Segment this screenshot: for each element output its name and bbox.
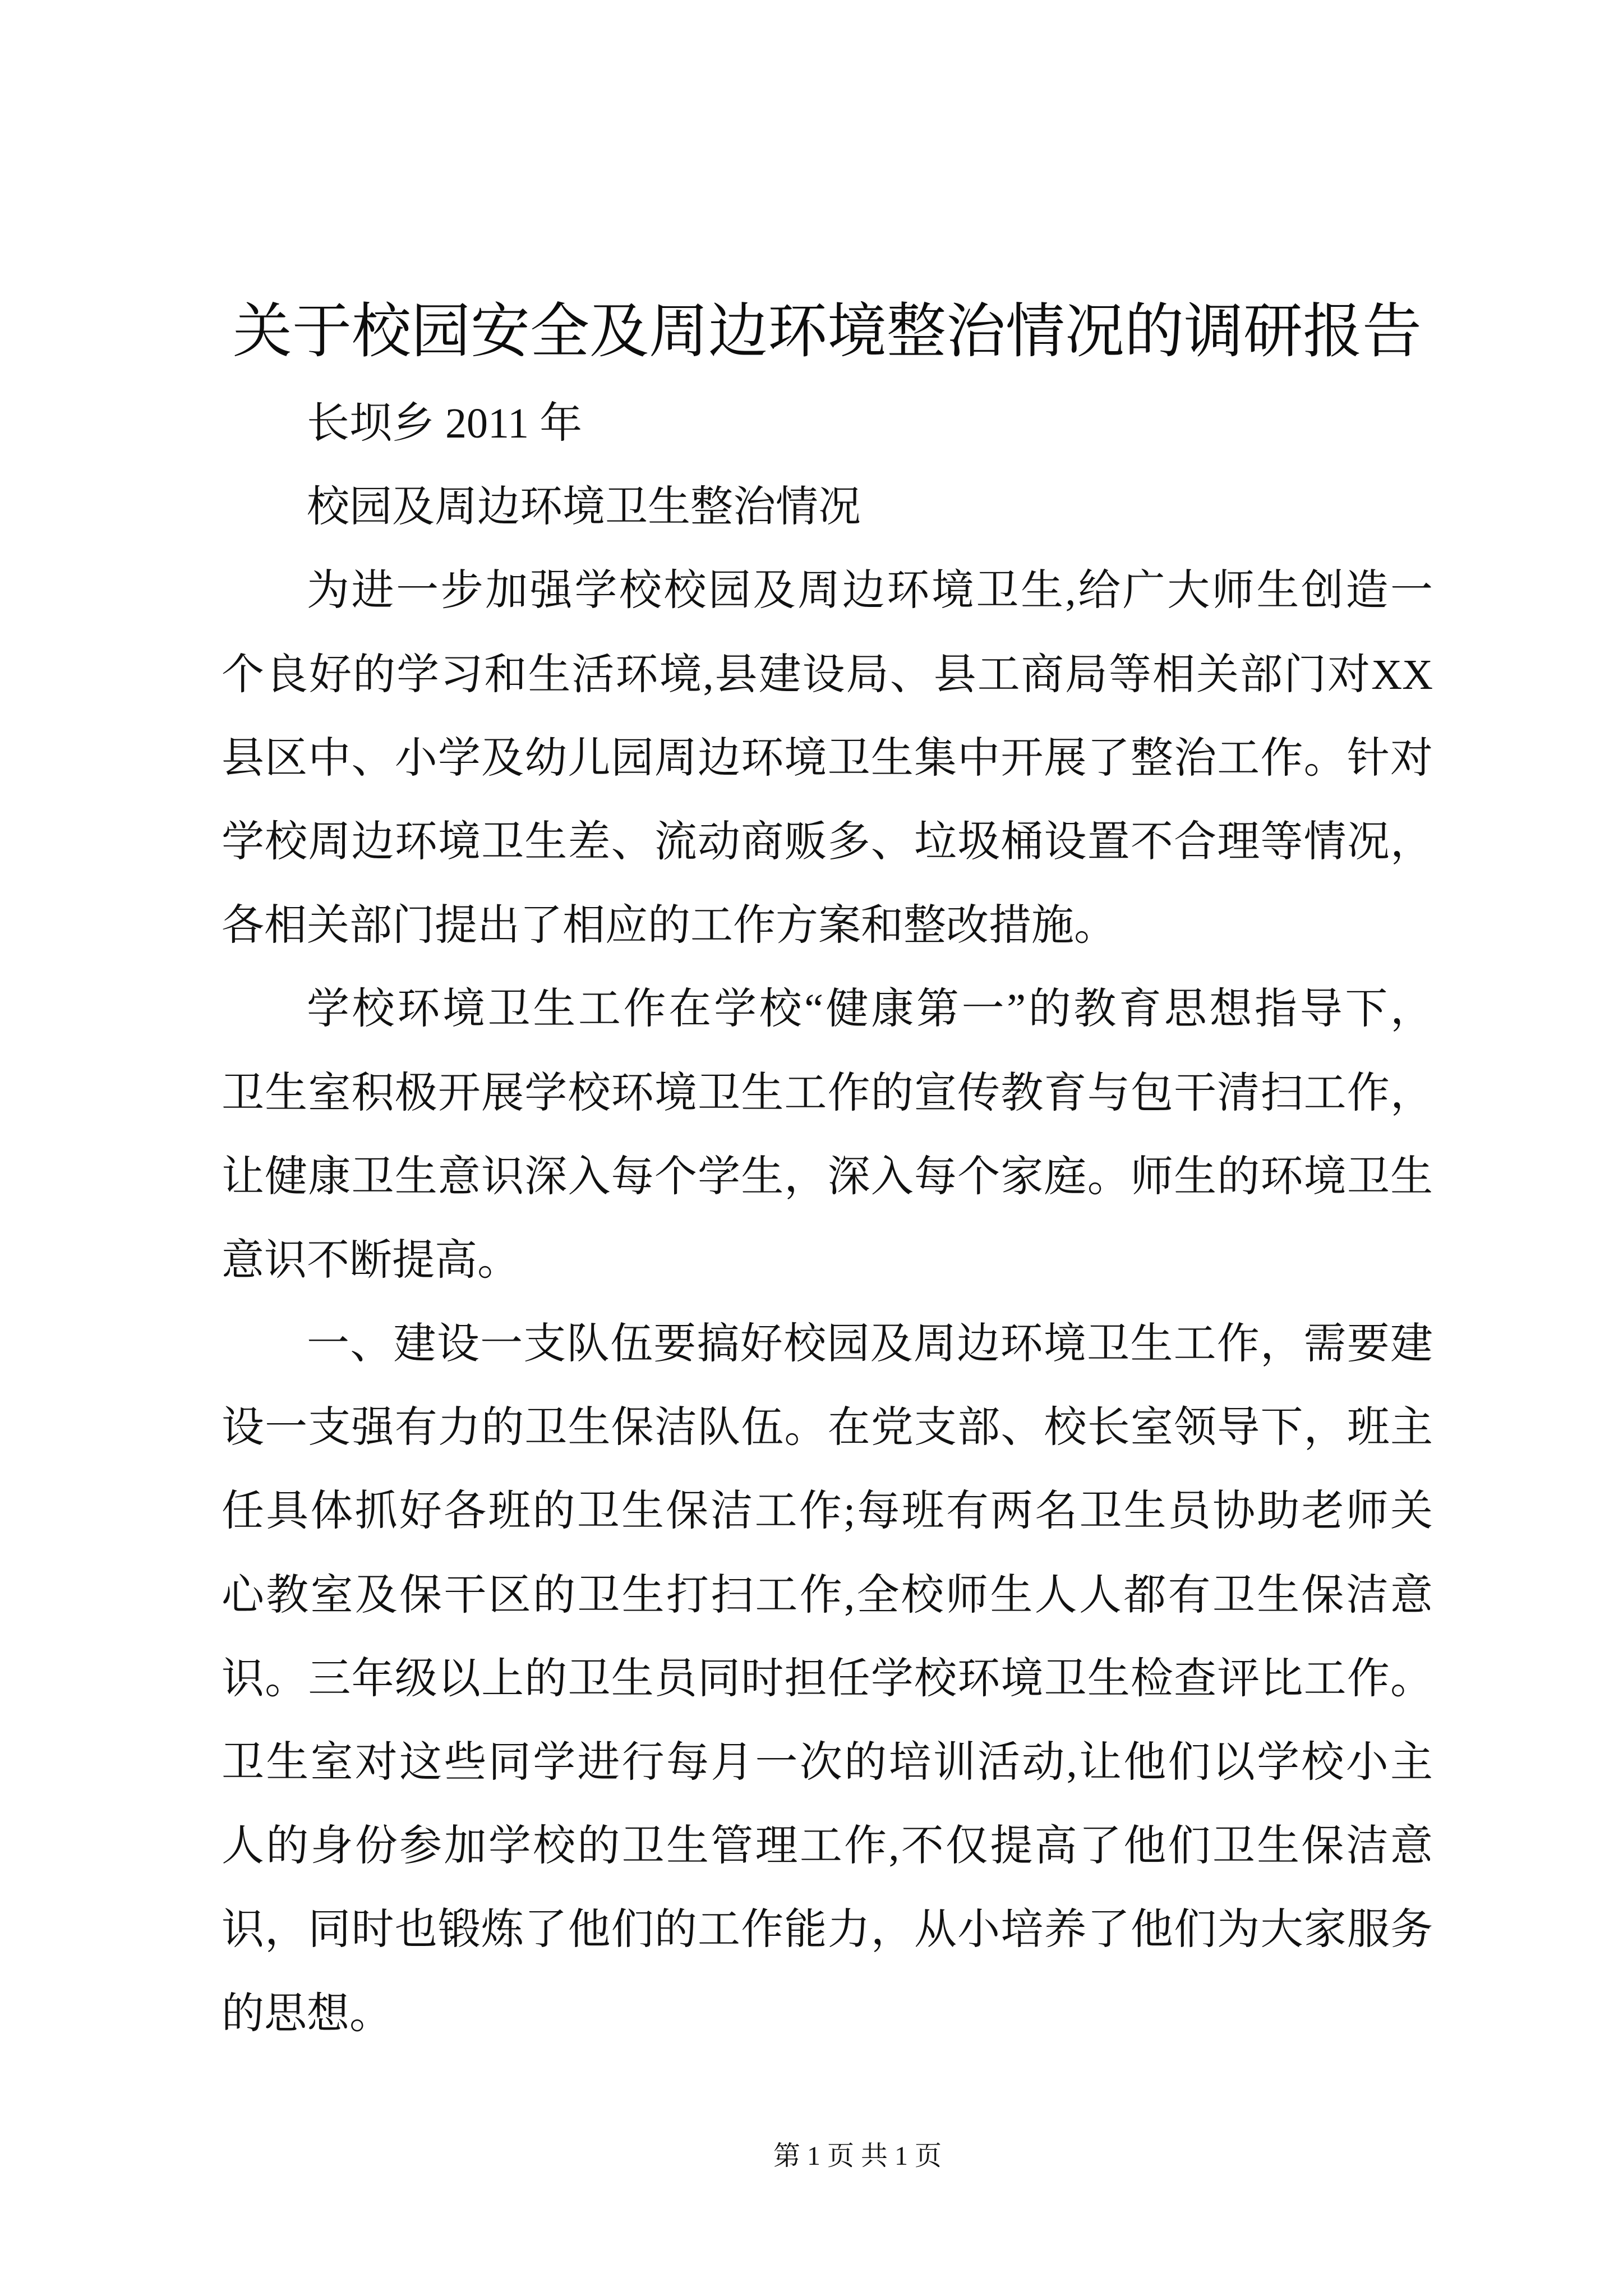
paragraph-line: 识，同时也锻炼了他们的工作能力，从小培养了他们为大家服务 xyxy=(222,1906,1433,1954)
paragraph-line: 设一支强有力的卫生保洁队伍。在党支部、校长室领导下，班主 xyxy=(222,1404,1433,1452)
paragraph-line: 各相关部门提出了相应的工作方案和整改措施。 xyxy=(222,902,1117,950)
paragraph xyxy=(222,549,1433,968)
paragraph-line: 卫生室对这些同学进行每月一次的培训活动,让他们以学校小主 xyxy=(222,1739,1433,1786)
paragraph-line: 为进一步加强学校校园及周边环境卫生,给广大师生创造一 xyxy=(307,567,1433,615)
paragraph-line: 心教室及保干区的卫生打扫工作,全校师生人人都有卫生保洁意 xyxy=(222,1571,1433,1619)
paragraph xyxy=(222,1303,1433,2056)
page-footer: 第 1 页 共 1 页 xyxy=(773,2141,942,2171)
paragraph-line: 让健康卫生意识深入每个学生，深入每个家庭。师生的环境卫生 xyxy=(222,1153,1433,1200)
paragraph-line: 学校环境卫生工作在学校“健康第一”的教育思想指导下， xyxy=(307,986,1433,1033)
paragraph xyxy=(222,968,1433,1303)
document-body xyxy=(222,382,1433,2056)
paragraph-line: 学校周边环境卫生差、流动商贩多、垃圾桶设置不合理等情况， xyxy=(222,818,1433,866)
paragraph-line: 县区中、小学及幼儿园周边环境卫生集中开展了整治工作。针对 xyxy=(222,734,1433,782)
paragraph-line: 个良好的学习和生活环境,县建设局、县工商局等相关部门对XX xyxy=(222,651,1433,698)
page-title: 关于校园安全及周边环境整治情况的调研报告 xyxy=(233,299,1422,365)
paragraph-line: 人的身份参加学校的卫生管理工作,不仅提高了他们卫生保洁意 xyxy=(222,1823,1433,1870)
paragraph-line: 一、建设一支队伍要搞好校园及周边环境卫生工作，需要建 xyxy=(307,1320,1433,1368)
paragraph-line: 卫生室积极开展学校环境卫生工作的宣传教育与包干清扫工作， xyxy=(222,1069,1433,1117)
paragraph-line: 任具体抓好各班的卫生保洁工作;每班有两名卫生员协助老师关 xyxy=(222,1488,1433,1535)
paragraph-line: 的思想。 xyxy=(222,1990,392,2037)
paragraph-line: 识。三年级以上的卫生员同时担任学校环境卫生检查评比工作。 xyxy=(222,1655,1433,1703)
date-line: 长坝乡 2011 年 xyxy=(307,400,583,447)
paragraph-line: 意识不断提高。 xyxy=(222,1236,520,1284)
section-heading: 校园及周边环境卫生整治情况 xyxy=(307,484,861,531)
